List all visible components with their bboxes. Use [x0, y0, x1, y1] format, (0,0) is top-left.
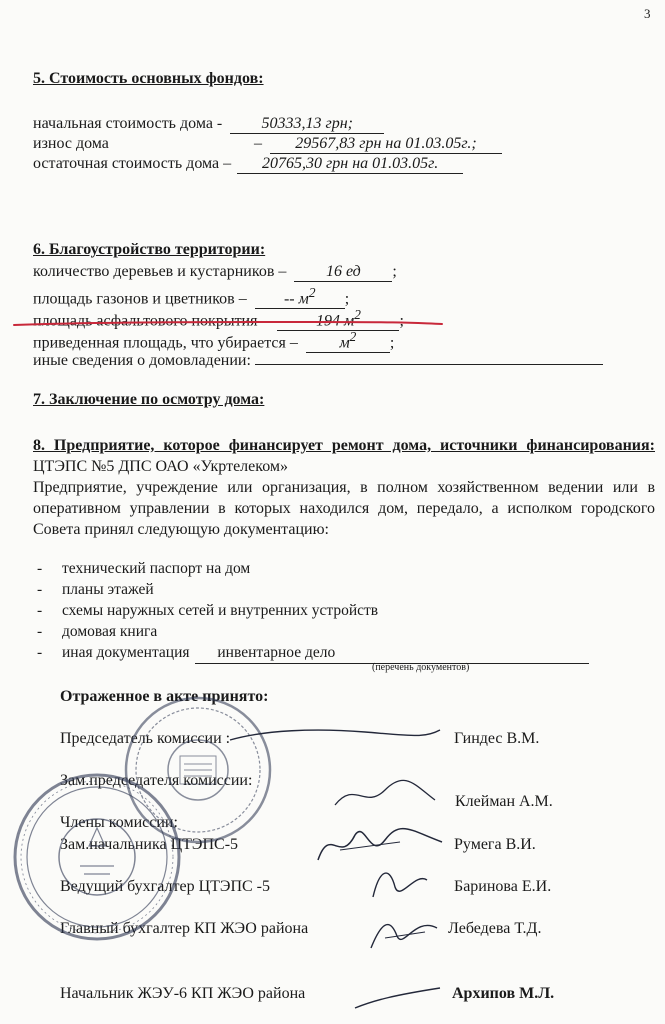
section5-title: 5. Стоимость основных фондов: [33, 70, 264, 87]
row-sep: – [254, 135, 262, 152]
signatory-name: Баринова Е.И. [454, 878, 552, 895]
signature-lebedeva [365, 908, 445, 953]
list-item: - домовая книга [37, 623, 158, 640]
row-label: количество деревьев и кустарников – [33, 263, 287, 280]
signatory-title: Члены комиссии: [60, 814, 178, 831]
row-value: 16 ед [294, 263, 392, 282]
signatory-name: Клейман А.М. [455, 793, 553, 810]
accepted-heading: Отраженное в акте принято: [60, 688, 269, 705]
list-item: - схемы наружных сетей и внутренних устройств [37, 602, 379, 619]
section8-title: 8. Предприятие, которое финансирует ремонт дома, источники финансирования: [33, 437, 655, 454]
section6-title: 6. Благоустройство территории: [33, 241, 266, 258]
blank-line [255, 350, 603, 365]
row-trees [33, 263, 397, 282]
row-label: площадь газонов и цветников – [33, 290, 247, 308]
other-docs-caption: (перечень документов) [372, 662, 470, 673]
section7-title: 7. Заключение по осмотру дома: [33, 391, 265, 408]
doc-list [37, 558, 589, 664]
row-other-info [33, 350, 603, 370]
other-docs-value: инвентарное дело [195, 642, 589, 664]
row-suffix: ; [389, 334, 395, 352]
section8-title-value: ЦТЭПС №5 ДПС ОАО «Укртелеком» [33, 458, 289, 475]
signatory-name: Архипов М.Л. [452, 985, 555, 1002]
section8-block [33, 435, 655, 540]
row-label: остаточная стоимость дома – [33, 155, 232, 172]
signatory-title: Зам.председателя комиссии: [60, 772, 253, 789]
row-label: износ дома [33, 135, 109, 152]
list-item: - иная документация инвентарное дело [62, 642, 589, 664]
signatory-title: Председатель комиссии : [60, 730, 231, 747]
signature-arkhipov [350, 980, 445, 1015]
row-value: 194 м [316, 312, 355, 330]
row-residual-cost [33, 155, 463, 174]
row-sup: 2 [354, 307, 361, 322]
signatory-title: Главный бухгалтер КП ЖЭО района [60, 920, 309, 937]
round-seal-icon [10, 770, 185, 945]
row-suffix: ; [392, 263, 397, 280]
row-value: -- м [283, 290, 309, 308]
signature-deputy [330, 775, 440, 815]
section8-paragraph: Предприятие, учреждение или организация, в полном хозяйственном ведении или в оперативном управлении в которых находился дом, передало, а исполком городского Совета принял следующую документацию: [33, 479, 655, 538]
signatory-title: Ведущий бухгалтер ЦТЭПС -5 [60, 878, 271, 895]
row-label: площадь асфальтового покрытия – [33, 312, 270, 330]
signatory-name: Гиндес В.М. [454, 730, 540, 747]
signature-chairman [225, 720, 445, 760]
row-value: 29567,83 грн на 01.03.05г.; [270, 135, 502, 154]
list-item: - планы этажей [37, 581, 154, 598]
row-label: приведенная площадь, что убирается – [33, 334, 298, 352]
signatory-title: Зам.начальника ЦТЭПС-5 [60, 836, 239, 853]
row-suffix: ; [344, 290, 350, 308]
signatory-name: Румега В.И. [454, 836, 536, 853]
row-label: иные сведения о домовладении: [33, 352, 251, 369]
signatory-name: Лебедева Т.Д. [448, 920, 542, 937]
page-number: 3 [644, 6, 651, 21]
row-value: 50333,13 грн; [230, 115, 384, 134]
row-initial-cost [33, 115, 384, 134]
row-value: 20765,30 грн на 01.03.05г. [237, 155, 463, 174]
row-sup: 2 [349, 329, 357, 344]
signature-barinova [365, 862, 435, 902]
list-item: - технический паспорт на дом [37, 560, 251, 577]
row-wear [33, 135, 109, 153]
red-pencil-mark [12, 319, 444, 329]
row-sup: 2 [308, 285, 316, 300]
row-wear-value [254, 135, 502, 154]
row-suffix: ; [399, 312, 404, 330]
row-lawns [33, 285, 349, 309]
row-label: начальная стоимость дома - [33, 115, 223, 132]
signatory-title: Начальник ЖЭУ-6 КП ЖЭО района [60, 985, 306, 1002]
row-value: м [339, 334, 350, 352]
